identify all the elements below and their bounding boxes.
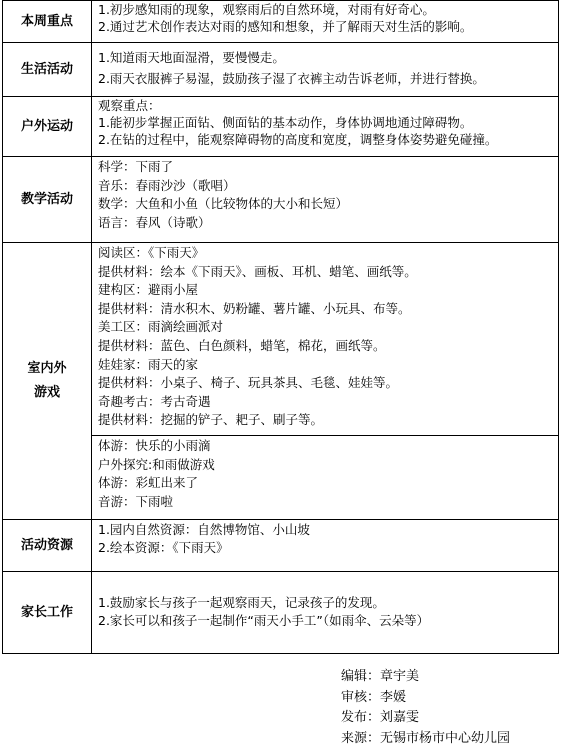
label-life-activities: 生活活动 bbox=[3, 43, 92, 97]
row-weekly-focus bbox=[3, 1, 559, 43]
text-line: 1.园内自然资源：自然博物馆、小山坡 bbox=[98, 522, 310, 537]
text-line: 体游：彩虹出来了 bbox=[98, 475, 199, 491]
text-line: 提供材料：挖掘的铲子、耙子、刷子等。 bbox=[98, 412, 324, 428]
source-credit: 来源：无锡市杨市中心幼儿园 bbox=[341, 730, 511, 746]
label-line: 室内外 bbox=[27, 361, 67, 376]
text-line: 1.知道雨天地面湿滑，要慢慢走。 bbox=[98, 50, 285, 65]
weekly-plan-table bbox=[2, 0, 559, 654]
text-line: 科学：下雨了 bbox=[98, 159, 174, 174]
label-weekly-focus: 本周重点 bbox=[3, 1, 92, 43]
content-weekly-focus bbox=[92, 1, 559, 43]
text-line: 提供材料：清水积木、奶粉罐、薯片罐、小玩具、布等。 bbox=[98, 300, 411, 316]
text-line: 1.鼓励家长与孩子一起观察雨天，记录孩子的发现。 bbox=[98, 595, 385, 610]
label-indoor-outdoor-games bbox=[3, 243, 92, 520]
row-outdoor-sports bbox=[3, 97, 559, 157]
row-activity-resources bbox=[3, 520, 559, 572]
text-line: 音游：下雨啦 bbox=[98, 493, 174, 509]
publisher-credit: 发布：刘嘉雯 bbox=[341, 710, 420, 725]
text-line: 语言：春风（诗歌） bbox=[98, 214, 211, 230]
label-outdoor-sports: 户外运动 bbox=[3, 97, 92, 157]
content-teaching-activities bbox=[92, 157, 559, 243]
text-line: 提供材料：蓝色、白色颜料，蜡笔，棉花，画纸等。 bbox=[98, 337, 386, 353]
label-teaching-activities: 教学活动 bbox=[3, 157, 92, 243]
text-line: 奇趣考古：考古奇遇 bbox=[98, 393, 211, 409]
text-line: 建构区：避雨小屋 bbox=[98, 282, 199, 298]
text-line: 1.初步感知雨的现象，观察雨后的自然环境，对雨有好奇心。 bbox=[98, 2, 435, 17]
reviewer-credit: 审核：李媛 bbox=[341, 689, 407, 705]
text-line: 1.能初步掌握正面钻、侧面钻的基本动作，身体协调地通过障碍物。 bbox=[98, 114, 473, 130]
row-teaching-activities bbox=[3, 157, 559, 243]
text-line: 2.雨天衣服裤子易湿，鼓励孩子湿了衣裤主动告诉老师，并进行替换。 bbox=[98, 70, 485, 86]
row-life-activities bbox=[3, 43, 559, 97]
text-line: 娃娃家：雨天的家 bbox=[98, 356, 199, 372]
text-line: 数学：大鱼和小鱼（比较物体的大小和长短） bbox=[98, 196, 349, 211]
content-indoor-games bbox=[92, 243, 559, 436]
label-parent-work: 家长工作 bbox=[3, 572, 92, 654]
text-line: 音乐：春雨沙沙（歌唱） bbox=[98, 177, 236, 193]
text-line: 美工区：雨滴绘画派对 bbox=[98, 319, 224, 335]
label-activity-resources: 活动资源 bbox=[3, 520, 92, 572]
text-line: 2.通过艺术创作表达对雨的感知和想象，并了解雨天对生活的影响。 bbox=[98, 18, 473, 34]
content-outdoor-sports bbox=[92, 97, 559, 157]
text-line: 2.在钻的过程中，能观察障碍物的高度和宽度，调整身体姿势避免碰撞。 bbox=[98, 131, 498, 147]
editor-credit: 编辑：章宇美 bbox=[341, 669, 420, 684]
text-line: 观察重点： bbox=[98, 98, 161, 113]
content-life-activities bbox=[92, 43, 559, 97]
text-line: 2.家长可以和孩子一起制作“雨天小手工”（如雨伞、云朵等） bbox=[98, 613, 430, 628]
text-line: 2.绘本资源：《下雨天》 bbox=[98, 540, 229, 555]
text-line: 体游：快乐的小雨滴 bbox=[98, 438, 211, 453]
text-line: 户外探究:和雨做游戏 bbox=[98, 456, 215, 472]
row-indoor-games bbox=[3, 243, 559, 436]
text-line: 提供材料：绘本《下雨天》、画板、耳机、蜡笔、画纸等。 bbox=[98, 263, 417, 279]
credits-block bbox=[341, 667, 510, 749]
text-line: 阅读区：《下雨天》 bbox=[98, 245, 205, 260]
content-parent-work bbox=[92, 572, 559, 654]
content-outdoor-games bbox=[92, 436, 559, 520]
text-line: 提供材料：小桌子、椅子、玩具茶具、毛毯、娃娃等。 bbox=[98, 375, 399, 391]
content-activity-resources bbox=[92, 520, 559, 572]
row-parent-work bbox=[3, 572, 559, 654]
label-line: 游戏 bbox=[33, 385, 60, 400]
